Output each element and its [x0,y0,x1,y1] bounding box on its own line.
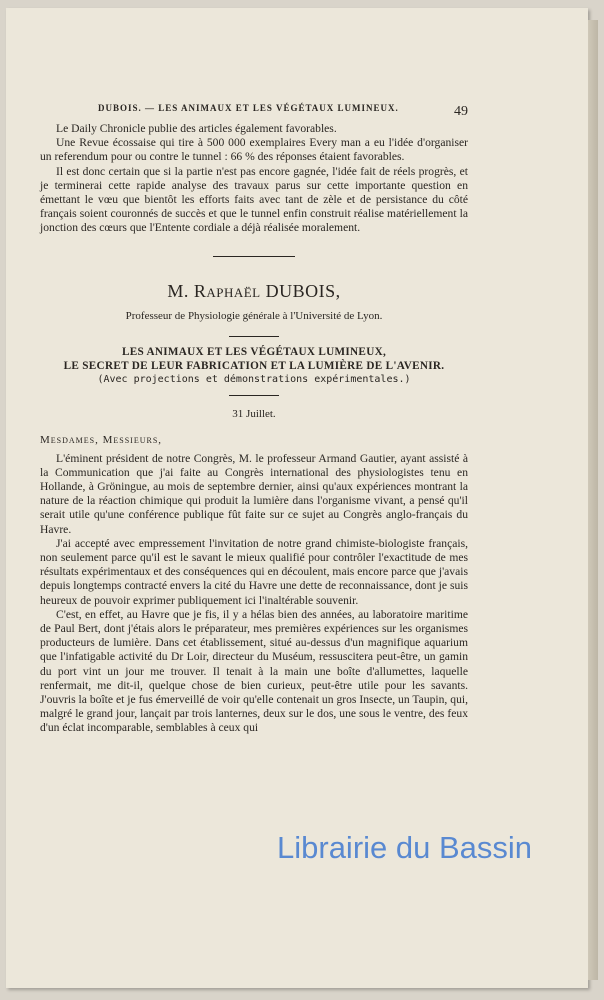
page-edge [588,20,598,980]
lecture-date: 31 Juillet. [232,407,276,420]
intro-paragraph-3: Il est donc certain que si la partie n'est pas encore gagnée, l'idée fait de réels progrès, et je terminerai cette rapide analyse des travaux parus sur cette importante question en émettant le vœu que bientôt les efforts faits avec tant de zèle et de persistance du côté français soient couronnés de succès et que le tunnel enfin construit réalise matériellement la jonction des cœurs que l'Entente cordiale a déjà réalisée moralement. [40,164,468,235]
body-paragraph-1: L'éminent président de notre Congrès, M. le professeur Armand Gautier, ayant assisté à la Communication que j'ai faite au Congrès international des physiologistes tenu en Hollande, à Gröningue, au mois de septembre dernier, ainsi qu'aux expériences montrant la nature de la réaction chimique qui produit la lumière dans l'organisme vivant, a pensé qu'il serait utile qu'une conférence publique fût faite sur ce sujet au Congrès anglo-français du Havre. [40,451,468,536]
author-prefix: M. [167,280,194,301]
lecture-title-line-1: LES ANIMAUX ET LES VÉGÉTAUX LUMINEUX, [121,345,387,358]
author-last-name: DUBOIS, [260,280,341,301]
title-rule-top [229,336,279,337]
page-number: 49 [454,104,468,119]
author-affiliation: Professeur de Physiologie générale à l'Université de Lyon. [125,309,383,322]
intro-paragraph-2: Une Revue écossaise qui tire à 500 000 exemplaires Every man a eu l'idée d'organiser un referendum pour ou contre le tunnel : 66 % des réponses étaient favorables. [40,136,468,164]
running-head: DUBOIS. — LES ANIMAUX ET LES VÉGÉTAUX LUMINEUX. [98,103,399,113]
body-paragraph-2: J'ai accepté avec empressement l'invitation de notre grand chimiste-biologiste français, non seulement parce qu'il est le savant le mieux qualifié pour contrôler l'exactitude de mes résultats expérimentaux et des conséquences qui en découlent, mais encore parce que j'avais depuis longtemps contracté envers la cité du Havre une dette de reconnaissance, dont je suis heureux de pouvoir exprimer publiquement ici l'inaltérable souvenir. [40,536,468,607]
lecture-subtitle: (Avec projections et démonstrations expérimentales.) [97,373,411,385]
section-divider [213,256,295,257]
page-content [40,122,468,736]
body-paragraph-3: C'est, en effet, au Havre que je fis, il y a hélas bien des années, au laboratoire maritime de Paul Bert, dont j'étais alors le préparateur, mes premières expériences sur les organismes producteurs de lumière. Dans cet établissement, situé au-dessus d'un magnifique aquarium que l'infatigable activité du Dr Loir, directeur du Muséum, ressuscitera peut-être, un gamin du port vint un jour me trouver. Il tenait à la main une boîte d'allumettes, laquelle renfermait, me dit-il, quelque chose de bien curieux, peut-être utile pour les savants. J'ouvris la boîte et je fus émerveillé de voir qu'elle contenait un gros Insecte, un Taupin, qui, malgré le grand jour, lançait par trois lanternes, deux sur le dos, une sous le ventre, des feux d'un éclat incomparable, semblables à ceux qui [40,607,468,735]
salutation: Mesdames, Messieurs, [40,433,163,446]
title-rule-bottom [229,395,279,396]
author-name [40,281,468,302]
lecture-title-line-2: LE SECRET DE LEUR FABRICATION ET LA LUMIÈRE DE L'AVENIR. [63,359,445,372]
author-first-name: Raphaël [193,280,261,301]
intro-paragraph-1: Le Daily Chronicle publie des articles également favorables. [56,122,337,135]
bookseller-watermark: Librairie du Bassin [277,830,533,865]
